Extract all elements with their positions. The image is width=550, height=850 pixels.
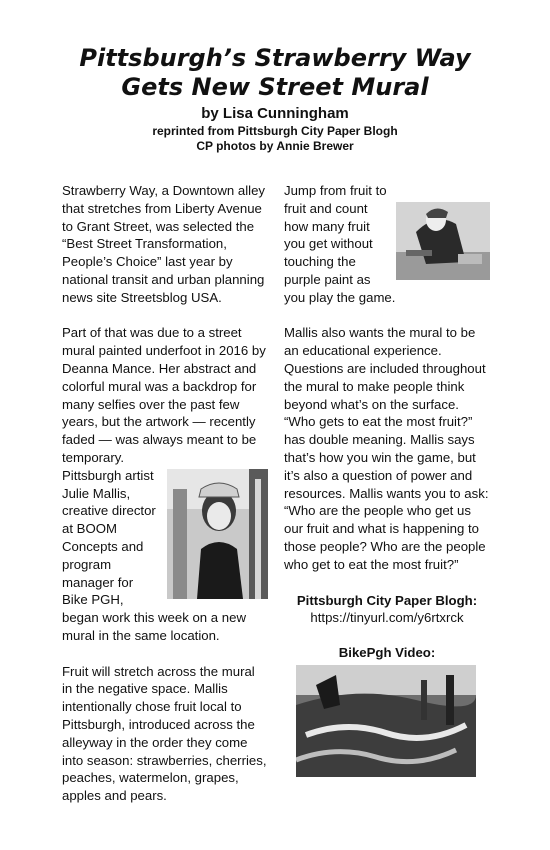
title-line-2: Gets New Street Mural [121,73,429,101]
paragraph: Part of that was due to a street mural painted underfoot in 2016 by Deanna Mance. Her abstract and colorful mural was a backdrop for many selfies over the past few years, but the artwork — recently faded — was always meant to be temporary. [62,325,266,465]
paragraph: Strawberry Way, a Downtown alley that stretches from Liberty Avenue to Grant Street, was selected the “Best Street Transformation, People’s Choice” last year by national transit and urban planning news site Streetsblog USA. [62,183,266,305]
reprint-credit: reprinted from Pittsburgh City Paper Blogh [152,124,398,138]
photo-street-mural [296,665,476,777]
paragraph: Fruit will stretch across the mural in the negative space. Mallis intentionally chose fruit local to Pittsburgh, introduced across the alleyway in the order they come into season: strawberries, cherries, peaches, watermelon, grapes, apples and pears. [62,663,267,804]
link-url[interactable]: https://tinyurl.com/y6rtxrck [310,610,464,626]
right-column [284,182,490,680]
paragraph: Jump from fruit to fruit and count how many fruit you get without touching the purple paint as you play the game. [284,183,396,305]
photo-credit: CP photos by Annie Brewer [196,139,354,153]
link-label: BikePgh Video: [338,645,436,661]
left-column [62,182,268,805]
paragraph: Mallis also wants the mural to be an educational experience. Questions are included throughout the mural to make people think beyond what’s on the surface. “Who gets to eat the most fruit?” has double meaning. Mallis says that’s how you win the game, but it’s also a question of power and resources. Mallis wants you to ask: “Who are the people who get us our fruit and what is happening to those people? Who are the people who get to eat the most fruit?” [284,325,489,572]
photo-painting-mural [396,202,490,280]
link-block-blogh [284,592,490,628]
link-label: Pittsburgh City Paper Blogh: [296,592,478,608]
author-byline: by Lisa Cunningham [201,105,349,122]
paragraph: Pittsburgh artist Julie Mallis, creative director at BOOM Concepts and program manager for Bike PGH, began work this week on a new mural in the same location. [62,467,247,643]
title-line-1: Pittsburgh’s Strawberry Way [79,44,471,72]
photo-julie-mallis [167,469,268,599]
